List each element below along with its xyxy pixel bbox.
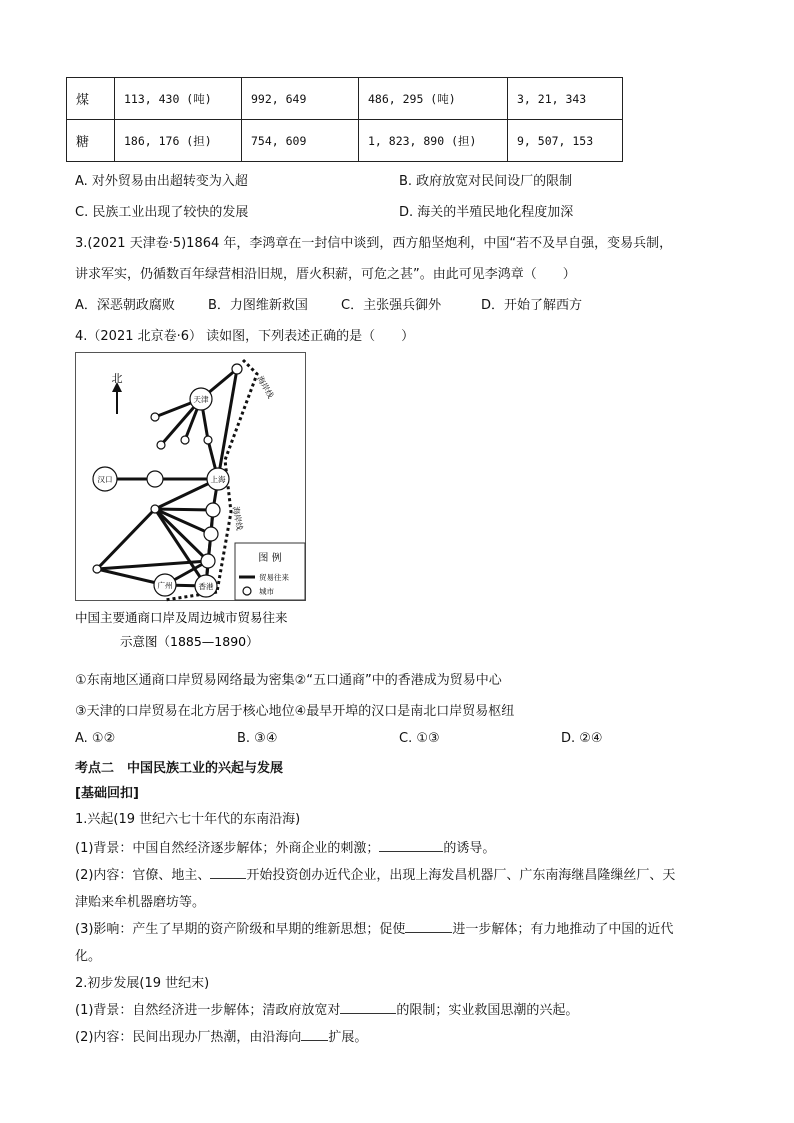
coastline-label-north: 海岸线 bbox=[255, 374, 276, 400]
point2-background: (1)背景：自然经济进一步解体；清政府放宽对 的限制；实业救国思潮的兴起。 bbox=[75, 999, 578, 1018]
point1-title: 1.兴起(19 世纪六七十年代的东南沿海) bbox=[75, 812, 301, 827]
table-cell: 992, 649 bbox=[242, 78, 359, 120]
table-cell: 754, 609 bbox=[242, 120, 359, 162]
table-cell: 煤 bbox=[67, 78, 115, 120]
trade-map-figure bbox=[75, 352, 320, 652]
q4-statements-1: ①东南地区通商口岸贸易网络最为密集②“五口通商”中的香港成为贸易中心 bbox=[75, 673, 502, 688]
coastline-label-south: 海岸线 bbox=[231, 505, 245, 531]
table-cell: 1, 823, 890 (担) bbox=[359, 120, 508, 162]
map-caption-line1: 中国主要通商口岸及周边城市贸易往来 bbox=[75, 610, 288, 625]
q4-statements-2: ③天津的口岸贸易在北方居于核心地位④最早开埠的汉口是南北口岸贸易枢纽 bbox=[75, 704, 515, 719]
q3-option-c: C．主张强兵御外 bbox=[341, 298, 442, 313]
q3-stem-line1: 3.(2021 天津卷·5)1864 年，李鸿章在一封信中谈到，西方船坚炮利，中国“若不及早自强，变易兵制， bbox=[75, 236, 673, 251]
q2-option-d: D. 海关的半殖民地化程度加深 bbox=[399, 205, 574, 220]
city-shanghai bbox=[207, 468, 229, 490]
legend-trade-label: 贸易往来 bbox=[259, 573, 289, 582]
q4-option-a: A. ①② bbox=[75, 731, 116, 746]
fill-blank[interactable] bbox=[405, 918, 452, 933]
table-cell: 186, 176 (担) bbox=[115, 120, 242, 162]
q4-stem: 4.（2021 北京卷·6） 读如图，下列表述正确的是（ ） bbox=[75, 329, 415, 344]
q2-option-b: B. 政府放宽对民间设厂的限制 bbox=[399, 174, 573, 189]
north-label: 北 bbox=[111, 372, 123, 385]
svg-text:天津: 天津 bbox=[193, 395, 209, 404]
point1-impact: (3)影响：产生了早期的资产阶级和早期的维新思想；促使 进一步解体；有力地推动了中国的近代 bbox=[75, 918, 673, 937]
city-guangzhou bbox=[154, 574, 176, 596]
point1-content: (2)内容：官僚、地主、 开始投资创办近代企业，出现上海发昌机器厂、广东南海继昌隆缫丝厂、天 bbox=[75, 864, 675, 883]
table-cell: 糖 bbox=[67, 120, 115, 162]
q3-option-d: D．开始了解西方 bbox=[481, 298, 583, 313]
q2-option-a: A. 对外贸易由出超转变为入超 bbox=[75, 174, 248, 189]
q2-option-c: C. 民族工业出现了较快的发展 bbox=[75, 205, 249, 220]
q3-option-a: A．深恶朝政腐败 bbox=[75, 298, 175, 313]
legend-city-icon bbox=[243, 587, 251, 595]
legend-city-label: 城市 bbox=[259, 587, 274, 596]
map-caption-line2: 示意图（1885—1890） bbox=[120, 634, 259, 649]
point1-impact-cont: 化。 bbox=[75, 949, 102, 964]
table-row bbox=[67, 78, 623, 120]
table-cell: 486, 295 (吨) bbox=[359, 78, 508, 120]
svg-text:汉口: 汉口 bbox=[97, 475, 113, 484]
q4-option-c: C. ①③ bbox=[399, 731, 440, 746]
point2-content: (2)内容：民间出现办厂热潮，由沿海向 扩展。 bbox=[75, 1026, 367, 1045]
section-subheading: [基础回扣] bbox=[75, 786, 139, 801]
table-cell: 3, 21, 343 bbox=[508, 78, 623, 120]
point1-background: (1)背景：中国自然经济逐步解体；外商企业的刺激； 的诱导。 bbox=[75, 837, 495, 856]
map-legend bbox=[235, 543, 305, 600]
svg-text:上海: 上海 bbox=[210, 475, 226, 484]
table-row bbox=[67, 120, 623, 162]
fill-blank[interactable] bbox=[379, 837, 443, 852]
fill-blank[interactable] bbox=[301, 1026, 328, 1041]
table-cell: 9, 507, 153 bbox=[508, 120, 623, 162]
city-hankou bbox=[93, 467, 117, 491]
fill-blank[interactable] bbox=[210, 864, 246, 879]
q4-option-b: B. ③④ bbox=[237, 731, 278, 746]
table-cell: 113, 430 (吨) bbox=[115, 78, 242, 120]
svg-text:香港: 香港 bbox=[198, 582, 214, 591]
trade-table bbox=[66, 77, 623, 162]
fill-blank[interactable] bbox=[340, 999, 396, 1014]
point1-content-cont: 津贻来牟机器磨坊等。 bbox=[75, 895, 206, 910]
q3-option-b: B．力图维新救国 bbox=[208, 298, 308, 313]
point2-title: 2.初步发展(19 世纪末) bbox=[75, 976, 210, 991]
city-hongkong bbox=[195, 575, 217, 597]
legend-title: 图 例 bbox=[258, 553, 282, 564]
q3-stem-line2: 讲求军实，仍循数百年绿营相沿旧规，厝火积薪，可危之甚”。由此可见李鸿章（ ） bbox=[75, 267, 576, 282]
section-heading: 考点二 中国民族工业的兴起与发展 bbox=[75, 761, 284, 776]
city-tianjin bbox=[190, 388, 212, 410]
svg-text:广州: 广州 bbox=[157, 581, 173, 590]
q4-option-d: D. ②④ bbox=[561, 731, 603, 746]
